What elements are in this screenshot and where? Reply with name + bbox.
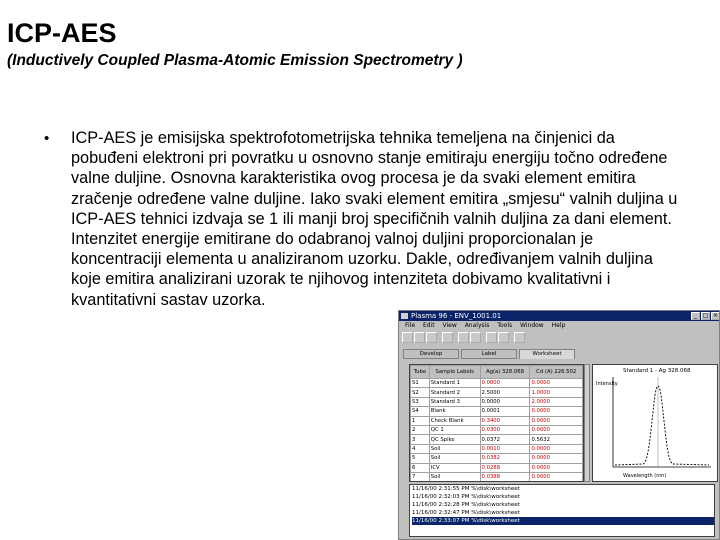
app-titlebar (399, 311, 719, 321)
tube-cell: S3 (411, 397, 430, 406)
menu-tools[interactable]: Tools (497, 322, 513, 329)
toolbar (399, 330, 719, 346)
log-entry[interactable]: 11/16/00 2:32:03 PM %\disk\worksheet (412, 494, 520, 500)
tab-label[interactable]: Label (461, 349, 517, 359)
label-cell: Standard 2 (429, 388, 480, 397)
value-cell: 0.0000 (530, 425, 583, 434)
value-cell: 0.0388 (480, 472, 530, 481)
maximize-icon[interactable]: □ (702, 312, 709, 319)
close-icon[interactable]: × (712, 312, 719, 319)
value-cell: 0.0000 (530, 454, 583, 463)
spectrum-plot (592, 364, 718, 482)
value-cell: 0.0000 (530, 472, 583, 481)
tube-cell: 1 (411, 416, 430, 425)
value-cell: 0.0000 (530, 416, 583, 425)
value-cell: 0.5632 (530, 435, 583, 444)
column-header-tube[interactable]: Tube (411, 366, 430, 379)
value-cell: 2.5000 (480, 388, 530, 397)
table-row[interactable] (411, 454, 583, 463)
emission-peak-curve (615, 386, 709, 465)
column-header-sample-labels[interactable]: Sample Labels (429, 366, 480, 379)
tube-cell: 6 (411, 463, 430, 472)
plot-x-label: Wavelength (nm) (623, 473, 667, 479)
label-cell: Check Blank (429, 416, 480, 425)
log-entry[interactable]: 11/16/00 2:32:47 PM %\disk\worksheet (412, 510, 520, 516)
value-cell: 0.0000 (530, 379, 583, 388)
label-cell: QC Spike (429, 435, 480, 444)
tube-cell: S2 (411, 388, 430, 397)
table-row[interactable] (411, 379, 583, 388)
open-icon[interactable] (414, 332, 425, 343)
tab-develop[interactable]: Develop (403, 349, 459, 359)
tube-cell: 3 (411, 435, 430, 444)
new-icon[interactable] (402, 332, 413, 343)
value-cell: 1.0000 (530, 388, 583, 397)
tube-cell: 2 (411, 425, 430, 434)
column-header-cd[interactable]: Cd (A) 226.502 (530, 366, 583, 379)
plot-icon[interactable] (486, 332, 497, 343)
value-cell: 0.0288 (480, 463, 530, 472)
plot-title: Standard 1 - Ag 328.068 (623, 368, 691, 374)
grid-scrollbar[interactable] (584, 364, 590, 482)
menu-window[interactable]: Window (520, 322, 544, 329)
body-text: ICP-AES je emisijska spektrofotometrijska tehnika temeljena na činjenici da pobuđeni elektroni pri povratku u osnovno stanje emitiraju energiju točno određene valne duljine. Osnovna karakteristika ovog procesa je da svaki element emitira zračenje određene valne duljine. Iako svaki element emitira „smjesu“ valnih duljina u ICP-AES tehnici izdvaja se 1 ili manji broj specifičnih valnih duljina za dani element. Intenzitet energije emitirane do odabranoj valnoj duljini proporcionalan je koncentraciji elementa u analiziranom uzorku. Dakle, određivanjem valnih duljina koje emitira analizirani uzorak te njihovog intenziteta dobivamo kvalitativni i kvantitativni sastav uzorka. (71, 129, 678, 309)
table-row[interactable] (411, 425, 583, 434)
plot-y-label: Intensity (596, 381, 618, 387)
table-row[interactable] (411, 463, 583, 472)
label-cell: Soil (429, 444, 480, 453)
label-cell: Standard 3 (429, 397, 480, 406)
stop-icon[interactable] (470, 332, 481, 343)
bullet-marker: • (44, 130, 50, 147)
print-icon[interactable] (442, 332, 453, 343)
menu-bar (399, 321, 719, 330)
save-icon[interactable] (426, 332, 437, 343)
app-title: Plasma 96 - ENV_1001.01 (411, 312, 502, 320)
label-cell: Blank (429, 407, 480, 416)
label-cell: ICV (429, 463, 480, 472)
menu-edit[interactable]: Edit (422, 322, 435, 329)
event-log (409, 484, 715, 537)
table-row[interactable] (411, 407, 583, 416)
slide-title: ICP-AES (7, 18, 117, 48)
value-cell: 0.0010 (480, 444, 530, 453)
value-cell: 0.3400 (480, 416, 530, 425)
value-cell: 0.0000 (480, 379, 530, 388)
table-row[interactable] (411, 388, 583, 397)
menu-file[interactable]: File (405, 322, 416, 329)
slide-subtitle: (Inductively Coupled Plasma-Atomic Emission Spectrometry ) (7, 52, 463, 69)
log-entry[interactable]: 11/16/00 2:31:55 PM %\disk\worksheet (412, 486, 520, 492)
minimize-icon[interactable]: _ (691, 312, 700, 320)
worksheet-grid (409, 364, 584, 482)
value-cell: 0.0000 (480, 397, 530, 406)
value-cell: 0.0300 (480, 425, 530, 434)
log-entry[interactable]: 11/16/00 2:33:07 PM %\disk\worksheet (412, 517, 714, 525)
tube-cell: 4 (411, 444, 430, 453)
column-header-ag[interactable]: Ag(a) 328.068 (480, 366, 530, 379)
table-row[interactable] (411, 472, 583, 481)
label-cell: Soil (429, 472, 480, 481)
value-cell: 0.0000 (530, 407, 583, 416)
table-row[interactable] (411, 435, 583, 444)
tab-worksheet[interactable]: Worksheet (519, 349, 575, 359)
table-icon[interactable] (498, 332, 509, 343)
app-window-screenshot (398, 310, 720, 540)
table-row[interactable] (411, 416, 583, 425)
tube-cell: S1 (411, 379, 430, 388)
menu-analysis[interactable]: Analysis (464, 322, 490, 329)
settings-icon[interactable] (514, 332, 525, 343)
run-icon[interactable] (458, 332, 469, 343)
value-cell: 0.0382 (480, 454, 530, 463)
log-entry[interactable]: 11/16/00 2:32:28 PM %\disk\worksheet (412, 502, 520, 508)
value-cell: 0.0000 (530, 463, 583, 472)
label-cell: QC 1 (429, 425, 480, 434)
value-cell: 2.0000 (530, 397, 583, 406)
menu-view[interactable]: View (442, 322, 457, 329)
tube-cell: 5 (411, 454, 430, 463)
value-cell: 0.0001 (480, 407, 530, 416)
value-cell: 0.0000 (530, 444, 583, 453)
menu-help[interactable]: Help (551, 322, 566, 329)
table-row[interactable] (411, 397, 583, 406)
label-cell: Soil (429, 454, 480, 463)
value-cell: 0.0372 (480, 435, 530, 444)
plot-canvas (593, 365, 717, 481)
tube-cell: 7 (411, 472, 430, 481)
table-row[interactable] (411, 444, 583, 453)
label-cell: Standard 1 (429, 379, 480, 388)
app-icon (401, 313, 408, 319)
tube-cell: S4 (411, 407, 430, 416)
